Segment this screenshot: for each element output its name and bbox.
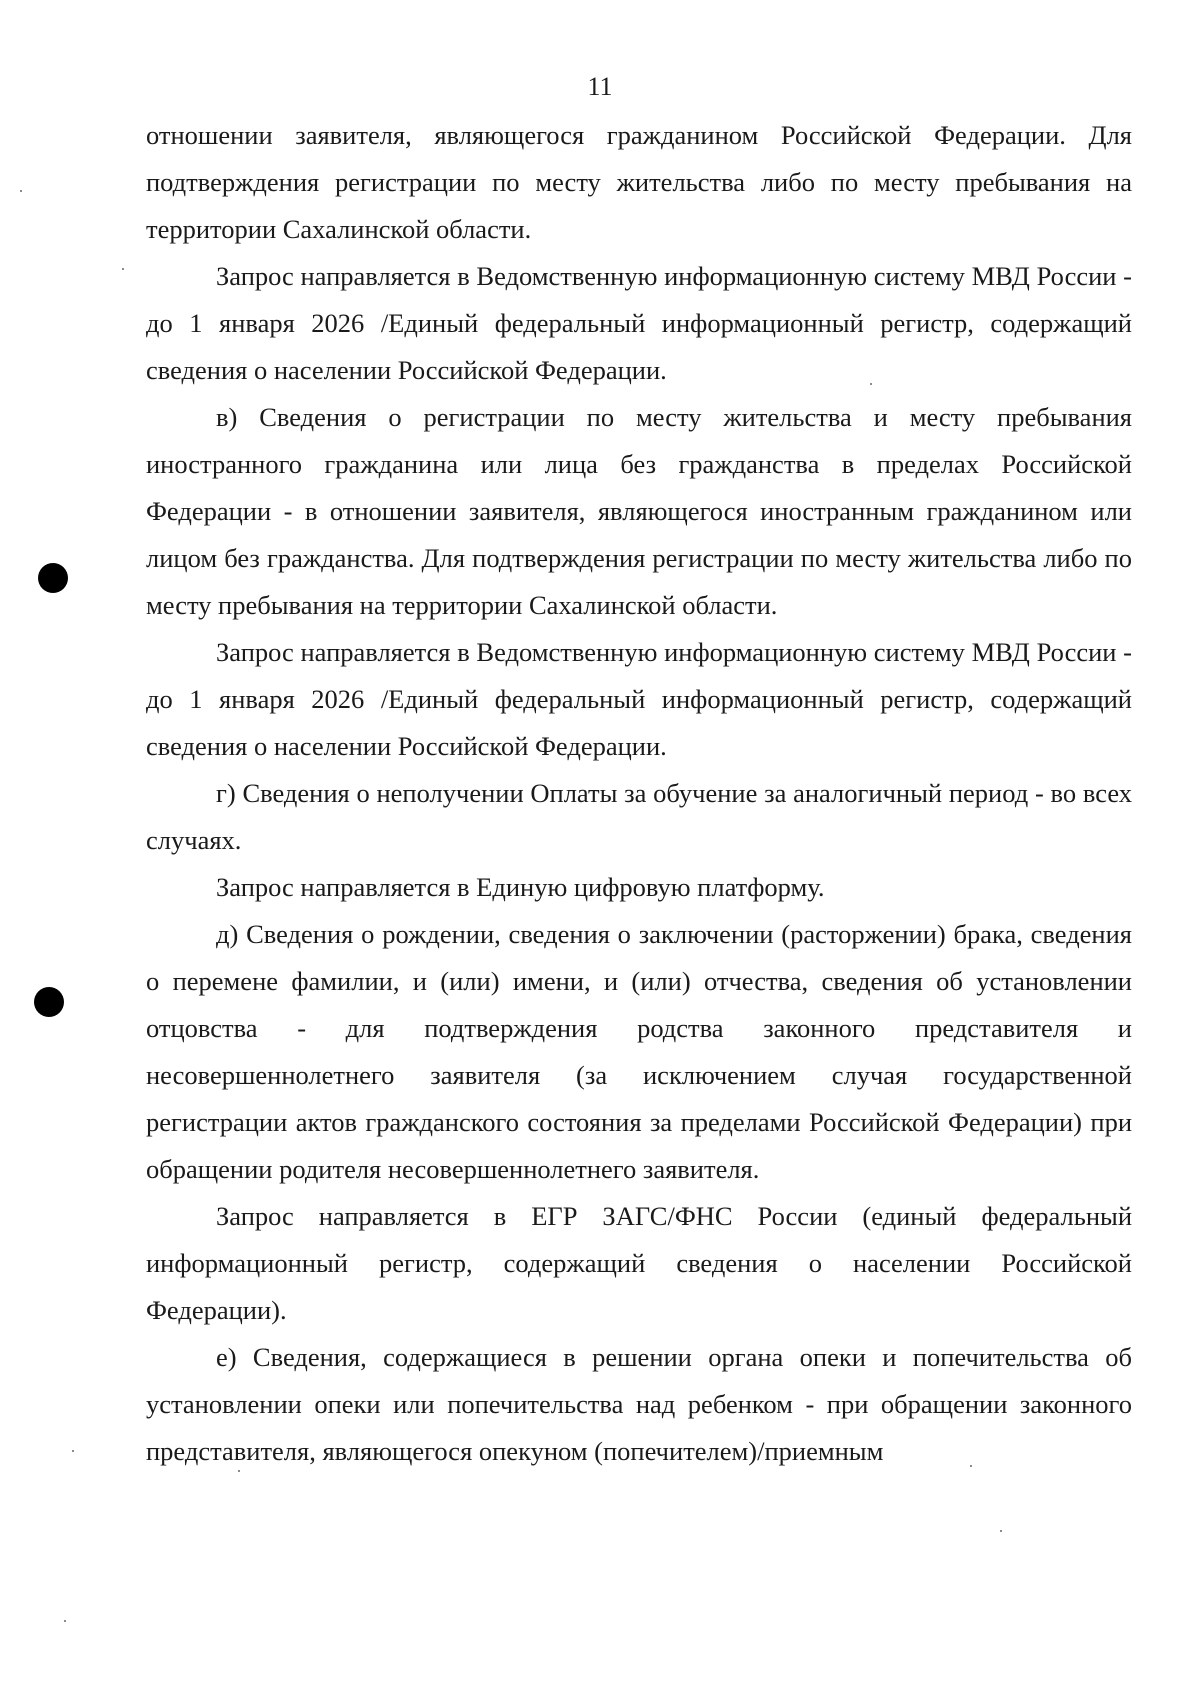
page-number: 11: [587, 72, 613, 101]
punch-hole-lower: [34, 987, 64, 1017]
paragraph-request-digital-platform: Запрос направляется в Единую цифровую платформу.: [216, 872, 825, 902]
paragraph-item-d: д) Сведения о рождении, сведения о заключении (расторжении) брака, сведения о перемене фамилии, и (или) имени, и (или) отчества, сведения об установлении отцовства - для подтверждения родства законного представителя и несовершеннолетнего заявителя (за исключением случая государственной регистрации актов гражданского состояния за пределами Российской Федерации) при обращении родителя несовершеннолетнего заявителя.: [146, 919, 1132, 1184]
document-body: [146, 112, 1132, 1475]
scan-speck: [970, 1465, 972, 1467]
scan-speck: [1000, 1530, 1002, 1532]
paragraph-item-e: е) Сведения, содержащиеся в решении органа опеки и попечительства об установлении опеки или попечительства над ребенком - при обращении законного представителя, являющегося опекуном (попечителем)/приемным: [146, 1342, 1132, 1466]
paragraph-item-g: г) Сведения о неполучении Оплаты за обучение за аналогичный период - во всех случаях.: [146, 778, 1132, 855]
punch-hole-upper: [38, 563, 68, 593]
scan-speck: [20, 190, 22, 192]
scan-speck: [64, 1620, 66, 1622]
paragraph-continuation: отношении заявителя, являющегося гражданином Российской Федерации. Для подтверждения регистрации по месту жительства либо по месту пребывания на территории Сахалинской области.: [146, 120, 1132, 244]
scan-speck: [238, 1470, 240, 1472]
paragraph-request-mvd-2: Запрос направляется в Ведомственную информационную систему МВД России - до 1 января 2026 /Единый федеральный информационный регистр, содержащий сведения о населении Российской Федерации.: [146, 637, 1132, 761]
scan-speck: [870, 383, 872, 385]
paragraph-item-v: в) Сведения о регистрации по месту жительства и месту пребывания иностранного гражданина или лица без гражданства в пределах Российской Федерации - в отношении заявителя, являющегося иностранным гражданином или лицом без гражданства. Для подтверждения регистрации по месту жительства либо по месту пребывания на территории Сахалинской области.: [146, 402, 1132, 620]
paragraph-request-mvd-1: Запрос направляется в Ведомственную информационную систему МВД России - до 1 января 2026 /Единый федеральный информационный регистр, содержащий сведения о населении Российской Федерации.: [146, 261, 1132, 385]
paragraph-request-zags: Запрос направляется в ЕГР ЗАГС/ФНС России (единый федеральный информационный регистр, содержащий сведения о населении Российской Федерации).: [146, 1201, 1132, 1325]
scan-speck: [122, 268, 124, 270]
scan-speck: [72, 1450, 74, 1452]
